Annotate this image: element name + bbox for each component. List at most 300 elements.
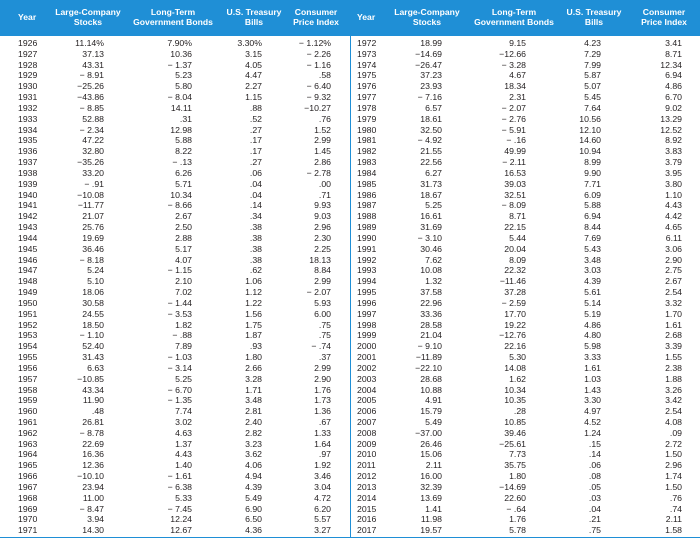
cell-consumer-price-index: 2.86 bbox=[314, 157, 331, 168]
table-row bbox=[351, 309, 700, 320]
cell-long-term-government-bonds: − 2.59 bbox=[501, 297, 526, 308]
table-row bbox=[351, 363, 700, 374]
cell-treasury-bills: 10.56 bbox=[579, 113, 601, 124]
cell-year: 1950 bbox=[18, 297, 38, 308]
cell-treasury-bills: 4.52 bbox=[584, 416, 601, 427]
cell-consumer-price-index: 6.94 bbox=[665, 70, 682, 81]
table-row bbox=[351, 38, 700, 49]
cell-large-company-stocks: 5.49 bbox=[425, 416, 442, 427]
table-row bbox=[351, 92, 700, 103]
cell-year: 1976 bbox=[357, 81, 377, 92]
table-row bbox=[351, 244, 700, 255]
cell-consumer-price-index: 3.39 bbox=[665, 341, 682, 352]
cell-consumer-price-index: 3.06 bbox=[665, 243, 682, 254]
cell-large-company-stocks: 18.06 bbox=[82, 287, 104, 298]
cell-long-term-government-bonds: − 8.04 bbox=[167, 92, 192, 103]
cell-long-term-government-bonds: 7.73 bbox=[509, 449, 526, 460]
table-row bbox=[0, 168, 350, 179]
cell-large-company-stocks: 21.04 bbox=[420, 330, 442, 341]
cell-consumer-price-index: 1.55 bbox=[665, 352, 682, 363]
cell-large-company-stocks: 7.62 bbox=[425, 254, 442, 265]
cell-year: 1929 bbox=[18, 70, 38, 81]
cell-year: 1996 bbox=[357, 297, 377, 308]
cell-consumer-price-index: .74 bbox=[669, 503, 682, 514]
cell-year: 1949 bbox=[18, 287, 38, 298]
cell-treasury-bills: .06 bbox=[249, 167, 262, 178]
cell-consumer-price-index: −10.27 bbox=[304, 102, 331, 113]
cell-consumer-price-index: 1.61 bbox=[665, 319, 682, 330]
cell-long-term-government-bonds: − 2.76 bbox=[501, 113, 526, 124]
cell-year: 1965 bbox=[18, 460, 38, 471]
cell-consumer-price-index: − 1.12% bbox=[298, 38, 331, 48]
cell-year: 1956 bbox=[18, 362, 38, 373]
cell-long-term-government-bonds: 5.78 bbox=[509, 525, 526, 536]
cell-year: 1992 bbox=[357, 254, 377, 265]
cell-long-term-government-bonds: 14.11 bbox=[170, 102, 192, 113]
cell-treasury-bills: 3.30% bbox=[237, 38, 262, 48]
cell-consumer-price-index: 2.90 bbox=[314, 373, 331, 384]
cell-long-term-government-bonds: − 2.07 bbox=[501, 102, 526, 113]
cell-year: 2003 bbox=[357, 373, 377, 384]
cell-treasury-bills: 5.98 bbox=[584, 341, 601, 352]
cell-treasury-bills: 1.56 bbox=[245, 308, 262, 319]
cell-large-company-stocks: 11.14% bbox=[75, 38, 104, 48]
cell-year: 2010 bbox=[357, 449, 377, 460]
cell-large-company-stocks: − 4.92 bbox=[417, 135, 442, 146]
cell-year: 2001 bbox=[357, 352, 377, 363]
cell-treasury-bills: 5.88 bbox=[584, 200, 601, 211]
cell-treasury-bills: 9.90 bbox=[584, 167, 601, 178]
cell-consumer-price-index: 6.70 bbox=[665, 92, 682, 103]
cell-consumer-price-index: 1.45 bbox=[314, 146, 331, 157]
cell-treasury-bills: .05 bbox=[588, 481, 601, 492]
cell-long-term-government-bonds: 5.17 bbox=[175, 243, 192, 254]
cell-year: 1968 bbox=[18, 492, 38, 503]
cell-consumer-price-index: − 1.16 bbox=[306, 59, 331, 70]
cell-consumer-price-index: 3.83 bbox=[665, 146, 682, 157]
cell-long-term-government-bonds: 10.35 bbox=[504, 395, 526, 406]
cell-year: 1944 bbox=[18, 232, 38, 243]
cell-large-company-stocks: −43.86 bbox=[77, 92, 104, 103]
table-row bbox=[0, 135, 350, 146]
cell-long-term-government-bonds: 1.40 bbox=[175, 460, 192, 471]
cell-treasury-bills: 3.23 bbox=[245, 438, 262, 449]
cell-large-company-stocks: 5.25 bbox=[425, 200, 442, 211]
cell-long-term-government-bonds: 20.04 bbox=[504, 243, 526, 254]
cell-consumer-price-index: 2.11 bbox=[665, 514, 682, 525]
cell-long-term-government-bonds: − 1.37 bbox=[167, 59, 192, 70]
cell-treasury-bills: .38 bbox=[249, 232, 262, 243]
cell-large-company-stocks: 32.39 bbox=[420, 481, 442, 492]
table-row bbox=[351, 352, 700, 363]
cell-treasury-bills: .15 bbox=[588, 438, 601, 449]
cell-large-company-stocks: 33.36 bbox=[420, 308, 442, 319]
cell-long-term-government-bonds: 14.08 bbox=[504, 362, 526, 373]
cell-year: 1971 bbox=[18, 525, 38, 536]
cell-consumer-price-index: − 2.78 bbox=[306, 167, 331, 178]
cell-long-term-government-bonds: 1.76 bbox=[509, 514, 526, 525]
cell-long-term-government-bonds: 4.63 bbox=[175, 427, 192, 438]
cell-treasury-bills: 4.39 bbox=[245, 481, 262, 492]
cell-large-company-stocks: 14.30 bbox=[82, 525, 104, 536]
table-row bbox=[351, 504, 700, 515]
cell-year: 1948 bbox=[18, 276, 38, 287]
cell-long-term-government-bonds: 4.67 bbox=[509, 70, 526, 81]
cell-long-term-government-bonds: 10.34 bbox=[504, 384, 526, 395]
table-row bbox=[0, 504, 350, 515]
cell-consumer-price-index: .58 bbox=[318, 70, 331, 81]
cell-consumer-price-index: .76 bbox=[669, 492, 682, 503]
cell-treasury-bills: 6.50 bbox=[245, 514, 262, 525]
cell-consumer-price-index: 1.88 bbox=[665, 373, 682, 384]
cell-large-company-stocks: −37.00 bbox=[415, 427, 442, 438]
cell-year: 2008 bbox=[357, 427, 377, 438]
cell-consumer-price-index: 2.54 bbox=[665, 287, 682, 298]
cell-year: 1999 bbox=[357, 330, 377, 341]
cell-long-term-government-bonds: 8.71 bbox=[509, 211, 526, 222]
cell-large-company-stocks: −10.08 bbox=[77, 189, 104, 200]
header-large-company-stocks: Large-Company Stocks bbox=[55, 7, 121, 27]
cell-treasury-bills: 5.87 bbox=[584, 70, 601, 81]
cell-treasury-bills: 2.82 bbox=[245, 427, 262, 438]
cell-large-company-stocks: 19.69 bbox=[82, 232, 104, 243]
cell-year: 1958 bbox=[18, 384, 38, 395]
cell-consumer-price-index: − 2.26 bbox=[306, 48, 331, 59]
cell-treasury-bills: 12.10 bbox=[579, 124, 601, 135]
cell-consumer-price-index: 2.30 bbox=[314, 232, 331, 243]
cell-year: 1946 bbox=[18, 254, 38, 265]
cell-long-term-government-bonds: 39.46 bbox=[504, 427, 526, 438]
cell-consumer-price-index: .67 bbox=[318, 416, 331, 427]
cell-year: 1939 bbox=[18, 178, 38, 189]
table-row bbox=[0, 125, 350, 136]
table-row bbox=[0, 276, 350, 287]
cell-treasury-bills: 3.30 bbox=[584, 395, 601, 406]
table-row bbox=[351, 222, 700, 233]
cell-year: 1960 bbox=[18, 406, 38, 417]
cell-large-company-stocks: 1.41 bbox=[425, 503, 442, 514]
table-row bbox=[351, 168, 700, 179]
cell-treasury-bills: 1.75 bbox=[245, 319, 262, 330]
cell-consumer-price-index: 1.36 bbox=[314, 406, 331, 417]
cell-treasury-bills: 5.61 bbox=[584, 287, 601, 298]
cell-treasury-bills: 7.99 bbox=[584, 59, 601, 70]
cell-treasury-bills: .27 bbox=[249, 157, 262, 168]
table-row bbox=[0, 493, 350, 504]
cell-large-company-stocks: 6.57 bbox=[425, 102, 442, 113]
cell-consumer-price-index: 2.68 bbox=[665, 330, 682, 341]
cell-year: 1984 bbox=[357, 167, 377, 178]
cell-large-company-stocks: 13.69 bbox=[420, 492, 442, 503]
cell-large-company-stocks: 18.99 bbox=[420, 38, 442, 48]
cell-consumer-price-index: 9.93 bbox=[314, 200, 331, 211]
cell-long-term-government-bonds: 1.80 bbox=[509, 471, 526, 482]
cell-year: 1993 bbox=[357, 265, 377, 276]
table-row bbox=[351, 287, 700, 298]
cell-year: 1995 bbox=[357, 287, 377, 298]
cell-year: 2007 bbox=[357, 416, 377, 427]
cell-year: 2006 bbox=[357, 406, 377, 417]
cell-treasury-bills: 4.05 bbox=[245, 59, 262, 70]
cell-treasury-bills: 4.94 bbox=[245, 471, 262, 482]
cell-treasury-bills: 3.62 bbox=[245, 449, 262, 460]
table-row bbox=[351, 482, 700, 493]
cell-large-company-stocks: 4.91 bbox=[425, 395, 442, 406]
cell-year: 1943 bbox=[18, 222, 38, 233]
cell-consumer-price-index: 3.95 bbox=[665, 167, 682, 178]
table-row bbox=[0, 92, 350, 103]
cell-consumer-price-index: 2.54 bbox=[665, 406, 682, 417]
cell-long-term-government-bonds: 3.02 bbox=[175, 416, 192, 427]
cell-year: 1951 bbox=[18, 308, 38, 319]
cell-year: 1988 bbox=[357, 211, 377, 222]
cell-year: 1941 bbox=[18, 200, 38, 211]
cell-consumer-price-index: − .74 bbox=[311, 341, 331, 352]
cell-year: 1964 bbox=[18, 449, 38, 460]
cell-large-company-stocks: 21.55 bbox=[420, 146, 442, 157]
cell-year: 1987 bbox=[357, 200, 377, 211]
cell-large-company-stocks: 37.23 bbox=[420, 70, 442, 81]
cell-year: 1969 bbox=[18, 503, 38, 514]
cell-consumer-price-index: 1.70 bbox=[665, 308, 682, 319]
table-row bbox=[351, 103, 700, 114]
table-row bbox=[351, 406, 700, 417]
cell-treasury-bills: 7.64 bbox=[584, 102, 601, 113]
cell-long-term-government-bonds: − 1.44 bbox=[167, 297, 192, 308]
table-row bbox=[0, 146, 350, 157]
table-row bbox=[351, 428, 700, 439]
cell-treasury-bills: .17 bbox=[249, 146, 262, 157]
table-row bbox=[351, 200, 700, 211]
cell-treasury-bills: 3.48 bbox=[245, 395, 262, 406]
cell-long-term-government-bonds: 8.22 bbox=[175, 146, 192, 157]
cell-large-company-stocks: 23.94 bbox=[82, 481, 104, 492]
cell-year: 2013 bbox=[357, 481, 377, 492]
cell-long-term-government-bonds: − .88 bbox=[172, 330, 192, 341]
cell-treasury-bills: 14.60 bbox=[579, 135, 601, 146]
cell-long-term-government-bonds: 5.88 bbox=[175, 135, 192, 146]
cell-consumer-price-index: 8.92 bbox=[665, 135, 682, 146]
cell-long-term-government-bonds: 12.67 bbox=[170, 525, 192, 536]
cell-consumer-price-index: 18.13 bbox=[309, 254, 331, 265]
cell-large-company-stocks: 1.32 bbox=[425, 276, 442, 287]
cell-treasury-bills: 7.29 bbox=[584, 48, 601, 59]
cell-year: 2015 bbox=[357, 503, 377, 514]
cell-treasury-bills: .34 bbox=[249, 211, 262, 222]
cell-large-company-stocks: 15.79 bbox=[420, 406, 442, 417]
cell-large-company-stocks: − 8.91 bbox=[79, 70, 104, 81]
table-row bbox=[351, 374, 700, 385]
cell-year: 2002 bbox=[357, 362, 377, 373]
cell-large-company-stocks: 31.73 bbox=[420, 178, 442, 189]
cell-large-company-stocks: 43.31 bbox=[82, 59, 104, 70]
cell-large-company-stocks: − 8.47 bbox=[79, 503, 104, 514]
cell-treasury-bills: 6.09 bbox=[584, 189, 601, 200]
header-year: Year bbox=[357, 12, 376, 23]
table-row bbox=[0, 179, 350, 190]
table-row bbox=[0, 439, 350, 450]
cell-consumer-price-index: 3.80 bbox=[665, 178, 682, 189]
table-row bbox=[0, 255, 350, 266]
cell-consumer-price-index: 2.99 bbox=[314, 135, 331, 146]
cell-large-company-stocks: −26.47 bbox=[415, 59, 442, 70]
cell-long-term-government-bonds: − 3.14 bbox=[167, 362, 192, 373]
cell-consumer-price-index: 6.20 bbox=[314, 503, 331, 514]
cell-consumer-price-index: 2.90 bbox=[665, 254, 682, 265]
cell-large-company-stocks: − 3.10 bbox=[417, 232, 442, 243]
cell-treasury-bills: 10.94 bbox=[579, 146, 601, 157]
table-row bbox=[0, 60, 350, 71]
cell-treasury-bills: 6.90 bbox=[245, 503, 262, 514]
cell-treasury-bills: 5.07 bbox=[584, 81, 601, 92]
cell-long-term-government-bonds: −11.46 bbox=[499, 276, 526, 287]
table-row bbox=[0, 417, 350, 428]
cell-large-company-stocks: − .91 bbox=[84, 178, 104, 189]
cell-large-company-stocks: 10.08 bbox=[420, 265, 442, 276]
cell-long-term-government-bonds: 18.34 bbox=[504, 81, 526, 92]
cell-large-company-stocks: 26.81 bbox=[82, 416, 104, 427]
cell-year: 1990 bbox=[357, 232, 377, 243]
cell-treasury-bills: 3.28 bbox=[245, 373, 262, 384]
cell-large-company-stocks: − 8.85 bbox=[79, 102, 104, 113]
cell-large-company-stocks: 37.58 bbox=[420, 287, 442, 298]
cell-treasury-bills: 1.61 bbox=[584, 362, 601, 373]
cell-consumer-price-index: 2.99 bbox=[314, 276, 331, 287]
table-row bbox=[0, 428, 350, 439]
cell-treasury-bills: .04 bbox=[249, 189, 262, 200]
cell-year: 2000 bbox=[357, 341, 377, 352]
cell-consumer-price-index: 6.00 bbox=[314, 308, 331, 319]
cell-treasury-bills: 5.43 bbox=[584, 243, 601, 254]
table-row bbox=[351, 385, 700, 396]
cell-long-term-government-bonds: − 1.03 bbox=[167, 352, 192, 363]
cell-consumer-price-index: 4.43 bbox=[665, 200, 682, 211]
cell-year: 1952 bbox=[18, 319, 38, 330]
cell-large-company-stocks: 15.06 bbox=[420, 449, 442, 460]
cell-large-company-stocks: −10.10 bbox=[77, 471, 104, 482]
table-row bbox=[0, 157, 350, 168]
cell-treasury-bills: .04 bbox=[249, 178, 262, 189]
cell-treasury-bills: .38 bbox=[249, 222, 262, 233]
cell-consumer-price-index: .75 bbox=[318, 319, 331, 330]
table-row bbox=[351, 233, 700, 244]
cell-large-company-stocks: 52.40 bbox=[82, 341, 104, 352]
cell-year: 1974 bbox=[357, 59, 377, 70]
table-row bbox=[0, 363, 350, 374]
table-body-right bbox=[351, 38, 700, 536]
cell-consumer-price-index: 1.58 bbox=[665, 525, 682, 536]
cell-large-company-stocks: 11.98 bbox=[420, 514, 442, 525]
cell-long-term-government-bonds: − 3.28 bbox=[501, 59, 526, 70]
table-row bbox=[0, 330, 350, 341]
cell-treasury-bills: .88 bbox=[249, 102, 262, 113]
cell-treasury-bills: 4.97 bbox=[584, 406, 601, 417]
cell-consumer-price-index: 12.52 bbox=[660, 124, 682, 135]
cell-large-company-stocks: 22.69 bbox=[82, 438, 104, 449]
cell-long-term-government-bonds: 10.85 bbox=[504, 416, 526, 427]
cell-long-term-government-bonds: 5.23 bbox=[175, 70, 192, 81]
cell-consumer-price-index: 3.27 bbox=[314, 525, 331, 536]
table-row bbox=[0, 525, 350, 536]
cell-treasury-bills: .52 bbox=[249, 113, 262, 124]
cell-large-company-stocks: −11.89 bbox=[415, 352, 442, 363]
cell-year: 2017 bbox=[357, 525, 377, 536]
cell-large-company-stocks: 5.24 bbox=[87, 265, 104, 276]
table-row bbox=[0, 460, 350, 471]
cell-long-term-government-bonds: − .64 bbox=[506, 503, 526, 514]
cell-year: 1977 bbox=[357, 92, 377, 103]
cell-consumer-price-index: 1.10 bbox=[665, 189, 682, 200]
header-large-company-stocks: Large-Company Stocks bbox=[394, 7, 460, 27]
cell-year: 1931 bbox=[18, 92, 38, 103]
cell-large-company-stocks: 36.46 bbox=[82, 243, 104, 254]
table-row bbox=[351, 125, 700, 136]
cell-large-company-stocks: −10.85 bbox=[77, 373, 104, 384]
cell-year: 1985 bbox=[357, 178, 377, 189]
cell-large-company-stocks: 32.80 bbox=[82, 146, 104, 157]
cell-long-term-government-bonds: −14.69 bbox=[499, 481, 526, 492]
cell-treasury-bills: .14 bbox=[588, 449, 601, 460]
cell-year: 1998 bbox=[357, 319, 377, 330]
cell-treasury-bills: .38 bbox=[249, 254, 262, 265]
cell-long-term-government-bonds: − .13 bbox=[172, 157, 192, 168]
cell-treasury-bills: 4.39 bbox=[584, 276, 601, 287]
cell-large-company-stocks: − 8.18 bbox=[79, 254, 104, 265]
cell-treasury-bills: .62 bbox=[249, 265, 262, 276]
cell-long-term-government-bonds: 10.34 bbox=[170, 189, 192, 200]
cell-treasury-bills: 6.94 bbox=[584, 211, 601, 222]
cell-large-company-stocks: − 2.34 bbox=[79, 124, 104, 135]
table-row bbox=[351, 70, 700, 81]
cell-consumer-price-index: 1.74 bbox=[665, 471, 682, 482]
cell-long-term-government-bonds: 1.62 bbox=[509, 373, 526, 384]
cell-long-term-government-bonds: 22.60 bbox=[504, 492, 526, 503]
cell-consumer-price-index: 2.25 bbox=[314, 243, 331, 254]
cell-year: 1975 bbox=[357, 70, 377, 81]
cell-treasury-bills: 1.71 bbox=[245, 384, 262, 395]
cell-year: 1928 bbox=[18, 59, 38, 70]
cell-long-term-government-bonds: − 1.61 bbox=[167, 471, 192, 482]
cell-large-company-stocks: 16.36 bbox=[82, 449, 104, 460]
cell-year: 1936 bbox=[18, 146, 38, 157]
cell-long-term-government-bonds: − 7.45 bbox=[167, 503, 192, 514]
cell-large-company-stocks: 10.88 bbox=[420, 384, 442, 395]
cell-consumer-price-index: 3.26 bbox=[665, 384, 682, 395]
cell-large-company-stocks: 23.93 bbox=[420, 81, 442, 92]
cell-long-term-government-bonds: − 3.53 bbox=[167, 308, 192, 319]
cell-treasury-bills: .93 bbox=[249, 341, 262, 352]
cell-large-company-stocks: − 9.10 bbox=[417, 341, 442, 352]
cell-long-term-government-bonds: 2.31 bbox=[509, 92, 526, 103]
cell-treasury-bills: 2.40 bbox=[245, 416, 262, 427]
cell-treasury-bills: 5.14 bbox=[584, 297, 601, 308]
cell-year: 1979 bbox=[357, 113, 377, 124]
cell-long-term-government-bonds: − 8.66 bbox=[167, 200, 192, 211]
cell-large-company-stocks: − 8.78 bbox=[79, 427, 104, 438]
cell-large-company-stocks: 26.46 bbox=[420, 438, 442, 449]
cell-long-term-government-bonds: 35.75 bbox=[504, 460, 526, 471]
cell-large-company-stocks: 5.10 bbox=[87, 276, 104, 287]
cell-year: 1937 bbox=[18, 157, 38, 168]
table-row bbox=[0, 49, 350, 60]
cell-long-term-government-bonds: 5.25 bbox=[175, 373, 192, 384]
cell-large-company-stocks: −14.69 bbox=[415, 48, 442, 59]
cell-consumer-price-index: − 9.32 bbox=[306, 92, 331, 103]
table-row bbox=[351, 330, 700, 341]
cell-treasury-bills: .38 bbox=[249, 243, 262, 254]
cell-consumer-price-index: 3.32 bbox=[665, 297, 682, 308]
cell-year: 1935 bbox=[18, 135, 38, 146]
